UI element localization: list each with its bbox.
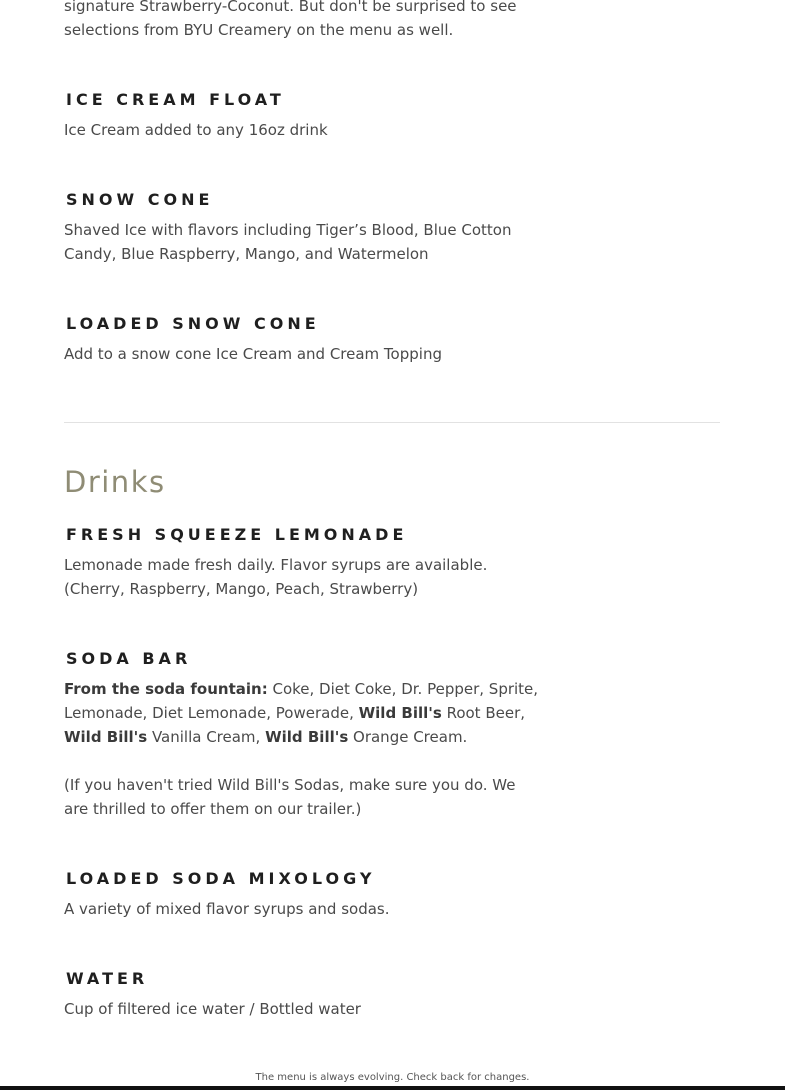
item-desc-loaded-snow-cone: Add to a snow cone Ice Cream and Cream Topping [64, 345, 442, 363]
vanilla-cream-text: Vanilla Cream, [147, 728, 266, 746]
item-desc-water: Cup of filtered ice water / Bottled water [64, 1000, 361, 1018]
intro-text [64, 0, 544, 42]
item-title-water: WATER [66, 969, 149, 988]
item-title-loaded-snow-cone: LOADED SNOW CONE [66, 314, 320, 333]
intro-line-2: selections from BYU Creamery on the menu as well. [64, 21, 454, 39]
item-desc-snow-cone: Shaved Ice with flavors including Tiger’s Blood, Blue Cotton Candy, Blue Raspberry, Mango, and Watermelon [64, 221, 512, 263]
item-title-mixology: LOADED SODA MIXOLOGY [66, 869, 376, 888]
soda-bar-note: (If you haven't tried Wild Bill's Sodas, make sure you do. We are thrilled to offer them on our trailer.) [64, 776, 516, 818]
footer-bar [0, 1086, 785, 1090]
item-title-soda-bar: SODA BAR [66, 649, 192, 668]
orange-cream-text: Orange Cream. [348, 728, 468, 746]
intro-line-1: signature Strawberry-Coconut. But don't be surprised to see [64, 0, 517, 15]
soda-fountain-list: Coke, Diet Coke, Dr. Pepper, Sprite, Lemonade, Diet Lemonade, Powerade, [64, 680, 539, 722]
section-divider [64, 422, 720, 423]
soda-fountain-label: From the soda fountain: [64, 680, 268, 698]
item-desc-mixology: A variety of mixed flavor syrups and sodas. [64, 900, 390, 918]
brand-name: Wild Bill's [265, 728, 349, 746]
brand-name: Wild Bill's [358, 704, 442, 722]
item-title-lemonade: FRESH SQUEEZE LEMONADE [66, 525, 408, 544]
footer-note: The menu is always evolving. Check back for changes. [255, 1072, 530, 1083]
item-desc-soda-bar [64, 677, 542, 749]
item-title-ice-cream-float: ICE CREAM FLOAT [66, 90, 285, 109]
section-heading-drinks: Drinks [64, 465, 166, 499]
root-beer-text: Root Beer, [441, 704, 525, 722]
item-desc-lemonade: Lemonade made fresh daily. Flavor syrups are available. (Cherry, Raspberry, Mango, Peach, Strawberry) [64, 556, 488, 598]
item-desc-ice-cream-float: Ice Cream added to any 16oz drink [64, 121, 328, 139]
item-title-snow-cone: SNOW CONE [66, 190, 214, 209]
brand-name: Wild Bill's [64, 728, 148, 746]
